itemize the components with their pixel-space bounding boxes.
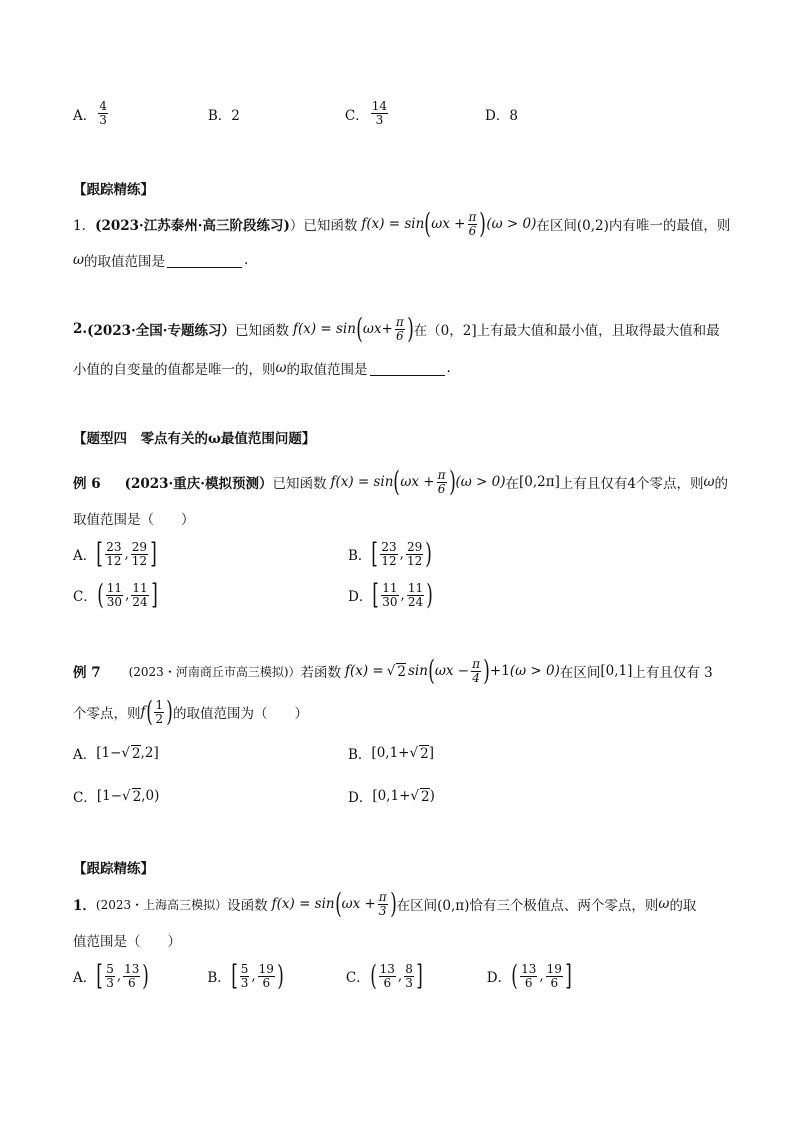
- practice-header-1: 【跟踪精练】: [73, 182, 154, 198]
- answer-blank[interactable]: [370, 361, 445, 376]
- ex7-option-c[interactable]: C． [1− √ 2 ,0): [73, 788, 160, 806]
- practice1-q2-line2: 小值的自变量的值都是唯一的，则 ω 的取值范围是 .: [73, 360, 451, 378]
- pi-over-6: $\frac{\pi}{6}$: [437, 467, 446, 496]
- example-label: 例 7: [73, 665, 101, 681]
- option-c-label: C．: [344, 107, 369, 124]
- answer-blank[interactable]: [167, 253, 242, 268]
- source: (2023・河南商丘市高三模拟)）: [128, 664, 301, 679]
- func: f(x) = sin: [361, 216, 425, 232]
- ex7-option-d[interactable]: D． [0,1+ √ 2 ): [348, 788, 435, 806]
- p2-option-a[interactable]: A． [ $\frac{5}{3}$ , $\frac{13}{6}$ ): [73, 959, 150, 992]
- ex6-line1: 例 6 (2023·重庆·模拟预测） 已知函数 f(x) = sin ( ωx + $\frac{\pi}{6}$ ) (ω > 0) 在 [0,2π] 上有且仅有4个零点，则 ω 的: [73, 465, 728, 498]
- pi-over-3: $\frac{\pi}{3}$: [378, 889, 387, 918]
- source: (2023·全国·专题练习）: [87, 323, 235, 339]
- ex7-option-a[interactable]: A． [1− √ 2 ,2]: [73, 745, 159, 763]
- ex6-option-d[interactable]: D． [ $\frac{11}{30}$ , $\frac{11}{24}$ ): [348, 578, 433, 611]
- top-options: [73, 100, 518, 127]
- pi-over-4: $\frac{\pi}{4}$: [472, 656, 480, 685]
- ex6-option-a[interactable]: A． [ $\frac{23}{12}$ , $\frac{29}{12}$ ]: [73, 537, 157, 570]
- p2-option-b[interactable]: B． [ $\frac{5}{3}$ , $\frac{19}{6}$ ): [207, 959, 284, 992]
- section-title: 【题型四 零点有关的ω最值范围问题】: [73, 431, 316, 447]
- one-half: $\frac{1}{2}$: [155, 697, 164, 726]
- practice2-options: [73, 959, 572, 992]
- option-b: B．2: [207, 107, 240, 124]
- example-label: 例 6: [73, 476, 101, 492]
- option-a-label: A．: [73, 107, 97, 124]
- practice2-q1-line1: 1． (2023・上海高三模拟） 设函数 f(x) = sin ( ωx + $\frac{\pi}{3}$ ) 在区间(0,π)恰有三个极值点、两个零点，则 ω 的取: [73, 887, 697, 920]
- ex6-option-c[interactable]: C． ( $\frac{11}{30}$ , $\frac{11}{24}$ ]: [73, 578, 158, 611]
- option-a-fraction: $\frac{4}{3}$: [99, 99, 107, 127]
- practice2-q1-line2: 值范围是（ ）: [73, 934, 181, 950]
- p2-option-d[interactable]: D． ( $\frac{13}{6}$ , $\frac{19}{6}$ ]: [486, 959, 572, 992]
- option-c-fraction: $\frac{14}{3}$: [371, 99, 388, 127]
- source: (2023·江苏泰州·高三阶段练习): [95, 218, 290, 234]
- practice-header-2: 【跟踪精练】: [73, 861, 154, 877]
- practice1-q1-line1: 1． (2023·江苏泰州·高三阶段练习) ）已知函数 f(x) = sin ( ωx + $\frac{\pi}{6}$ ) (ω > 0) 在区间(0,2)内有唯一的最值，则: [73, 207, 731, 240]
- practice1-q1-line2: ω 的取值范围是 .: [73, 252, 249, 270]
- ex6-option-b[interactable]: B． [ $\frac{23}{12}$ , $\frac{29}{12}$ ): [348, 537, 432, 570]
- source: (2023・上海高三模拟）: [95, 897, 228, 912]
- practice1-q2-line1: 2. (2023·全国·专题练习） 已知函数 f(x) = sin ( ωx+ $\frac{\pi}{6}$ ) 在（0，2]上有最大值和最小值，且取得最大值和最: [73, 312, 720, 345]
- ex6-line2: 取值范围是（ ）: [73, 512, 195, 528]
- ex7-line1: 例 7 (2023・河南商丘市高三模拟)） 若函数 f(x) = √ 2 sin ( ωx − $\frac{\pi}{4}$ ) +1 (ω > 0) 在区间 [0,1] 上有且仅有 3: [73, 654, 713, 687]
- option-d: D．8: [485, 107, 518, 124]
- pi-over-6: $\frac{\pi}{6}$: [395, 314, 404, 343]
- ex7-option-b[interactable]: B． [0,1+ √ 2 ]: [348, 745, 434, 763]
- ex7-line2: 个零点，则 f ( $\frac{1}{2}$ ) 的取值范围为（ ）: [73, 695, 309, 728]
- p2-option-c[interactable]: C． ( $\frac{13}{6}$ , $\frac{8}{3}$ ]: [345, 959, 423, 992]
- pi-over-6: $\frac{\pi}{6}$: [468, 209, 477, 238]
- source: (2023·重庆·模拟预测）: [124, 476, 273, 492]
